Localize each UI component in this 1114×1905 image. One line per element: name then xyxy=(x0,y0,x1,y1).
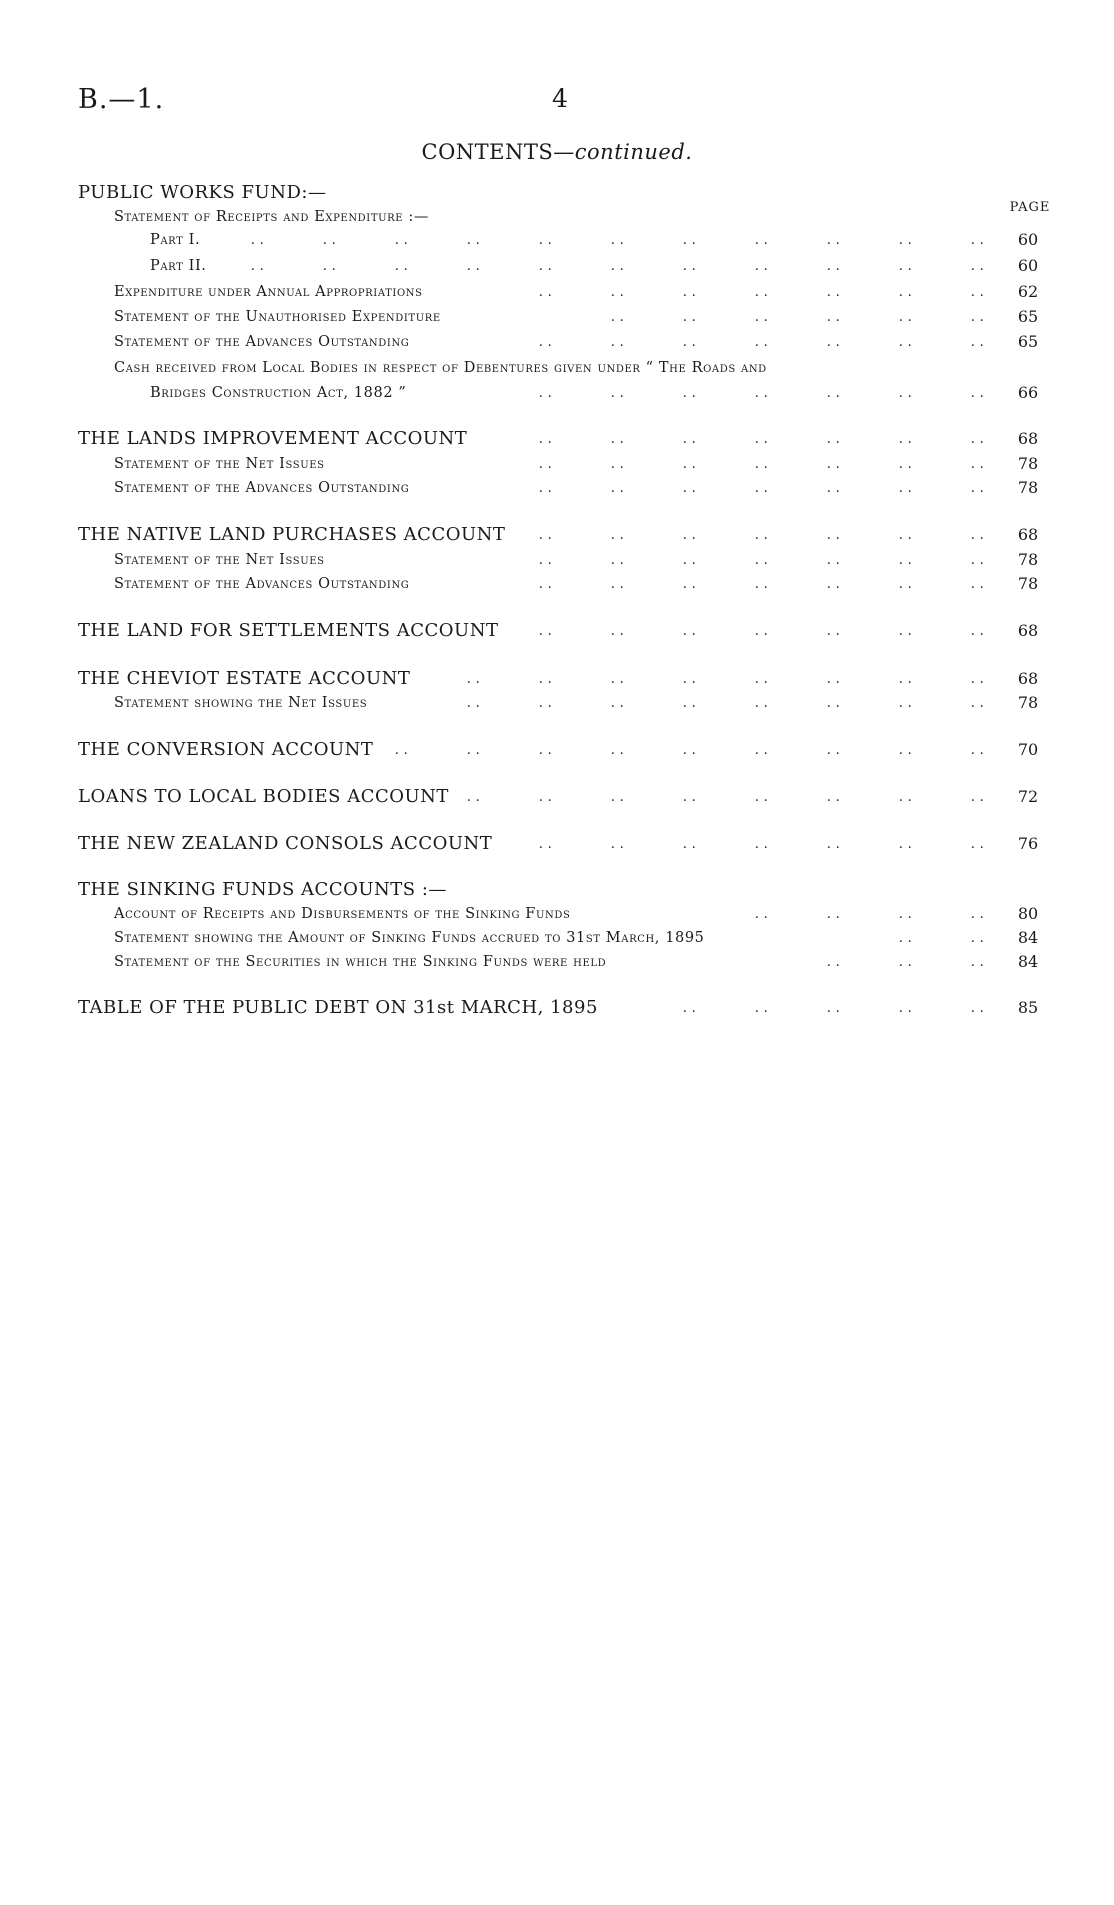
toc-entry xyxy=(0,524,1114,546)
dot-leaders: . . . . . . . . . . . . . . xyxy=(538,456,984,472)
toc-entry-label: Part II. xyxy=(150,258,207,274)
toc-entry xyxy=(0,428,1114,450)
toc-entry xyxy=(0,692,1114,714)
toc-entry-label: Statement showing the Net Issues xyxy=(114,695,368,711)
toc-entry-label: Statement of the Securities in which the Sinking Funds were held xyxy=(114,954,607,970)
toc-entry-page: 72 xyxy=(1017,787,1039,806)
toc-entry-label: Expenditure under Annual Appropriations xyxy=(114,284,423,300)
toc-entry xyxy=(0,903,1114,925)
toc-entry xyxy=(0,453,1114,475)
toc-entry-label: Statement of the Advances Outstanding xyxy=(114,480,410,496)
toc-entry xyxy=(0,306,1114,328)
dot-leaders: . . . . . . . . . . . . . . xyxy=(538,480,984,496)
dot-leaders: . . . . . . . . . . . . . . . . . . xyxy=(394,742,984,758)
toc-entry-label: Statement showing the Amount of Sinking Funds accrued to 31st March, 1895 xyxy=(114,930,705,946)
dot-leaders: . . . . . . . . xyxy=(754,906,984,922)
dot-leaders: . . . . . . . . . . . . . . . . xyxy=(466,789,984,805)
toc-entry xyxy=(0,549,1114,571)
toc-entry-label: Part I. xyxy=(150,232,201,248)
toc-entry xyxy=(0,182,1114,204)
dot-leaders: . . . . . . . . . . . . . . . . xyxy=(466,671,984,687)
contents-title: CONTENTS xyxy=(421,140,554,164)
toc-entry-label: THE LAND FOR SETTLEMENTS ACCOUNT xyxy=(78,620,499,641)
dot-leaders: . . . . xyxy=(898,930,984,946)
dot-leaders: . . . . . . . . . . . . . . xyxy=(538,623,984,639)
toc-entry-page: 78 xyxy=(1017,574,1039,593)
toc-entry-label: PUBLIC WORKS FUND:— xyxy=(78,182,327,203)
page-column-heading: PAGE xyxy=(1009,200,1051,215)
toc-entry-page: 84 xyxy=(1017,952,1039,971)
toc-entry xyxy=(0,786,1114,808)
dot-leaders: . . . . . . . . . . . . . . xyxy=(538,431,984,447)
toc-entry xyxy=(0,229,1114,251)
toc-entry xyxy=(0,927,1114,949)
toc-entry xyxy=(0,477,1114,499)
toc-entry-page: 78 xyxy=(1017,454,1039,473)
toc-entry xyxy=(0,833,1114,855)
toc-entry-label: Statement of Receipts and Expenditure :— xyxy=(114,209,429,225)
toc-entry-label: Cash received from Local Bodies in respect of Debentures given under “ The Roads and xyxy=(114,360,767,376)
toc-entry-label: THE CHEVIOT ESTATE ACCOUNT xyxy=(78,668,411,689)
toc-entry-page: 68 xyxy=(1017,669,1039,688)
toc-entry-page: 78 xyxy=(1017,550,1039,569)
toc-entry-label: THE CONVERSION ACCOUNT xyxy=(78,739,374,760)
toc-entry-label: Statement of the Advances Outstanding xyxy=(114,576,410,592)
dot-leaders: . . . . . . . . . . . . . . xyxy=(538,334,984,350)
toc-entry-page: 66 xyxy=(1017,383,1039,402)
toc-entry-label: LOANS TO LOCAL BODIES ACCOUNT xyxy=(78,786,449,807)
toc-entry xyxy=(0,331,1114,353)
toc-entry-page: 85 xyxy=(1017,998,1039,1017)
toc-entry-label: THE NATIVE LAND PURCHASES ACCOUNT xyxy=(78,524,506,545)
toc-entry-label: Statement of the Net Issues xyxy=(114,456,325,472)
dot-leaders: . . . . . . . . . . . . . . xyxy=(538,527,984,543)
toc-entry-page: 68 xyxy=(1017,621,1039,640)
toc-entry xyxy=(0,382,1114,404)
toc-entry xyxy=(0,997,1114,1019)
toc-entry xyxy=(0,951,1114,973)
toc-entry-page: 84 xyxy=(1017,928,1039,947)
toc-entry xyxy=(0,573,1114,595)
contents-continued: —continued. xyxy=(553,140,693,164)
toc-entry-page: 65 xyxy=(1017,307,1039,326)
toc-entry-page: 68 xyxy=(1017,429,1039,448)
toc-entry xyxy=(0,206,1114,228)
dot-leaders: . . . . . . xyxy=(826,954,984,970)
toc-entry xyxy=(0,620,1114,642)
toc-entry xyxy=(0,357,1114,379)
contents-heading xyxy=(0,140,1114,164)
toc-entry-page: 65 xyxy=(1017,332,1039,351)
toc-entry-label: Statement of the Advances Outstanding xyxy=(114,334,410,350)
toc-entry xyxy=(0,739,1114,761)
toc-entry-page: 78 xyxy=(1017,693,1039,712)
toc-entry xyxy=(0,255,1114,277)
toc-entry xyxy=(0,879,1114,901)
document-reference: B.—1. xyxy=(78,84,165,115)
toc-entry-page: 60 xyxy=(1017,230,1039,249)
dot-leaders: . . . . . . . . . . . . . . xyxy=(538,552,984,568)
toc-entry xyxy=(0,281,1114,303)
dot-leaders: . . . . . . . . . . . . . . . . . . . . . . xyxy=(250,232,984,248)
toc-entry-page: 68 xyxy=(1017,525,1039,544)
dot-leaders: . . . . . . . . . . . . . . xyxy=(538,385,984,401)
toc-entry-label: Statement of the Net Issues xyxy=(114,552,325,568)
dot-leaders: . . . . . . . . . . . . . . xyxy=(538,576,984,592)
toc-entry-label: THE SINKING FUNDS ACCOUNTS :— xyxy=(78,879,447,900)
toc-entry-label: THE LANDS IMPROVEMENT ACCOUNT xyxy=(78,428,468,449)
toc-entry-page: 80 xyxy=(1017,904,1039,923)
toc-entry-label: Bridges Construction Act, 1882 ” xyxy=(150,385,407,401)
toc-entry-page: 78 xyxy=(1017,478,1039,497)
toc-entry-page: 70 xyxy=(1017,740,1039,759)
toc-entry-page: 76 xyxy=(1017,834,1039,853)
toc-entry-label: Statement of the Unauthorised Expenditure xyxy=(114,309,441,325)
toc-entry-label: TABLE OF THE PUBLIC DEBT ON 31st MARCH, 1895 xyxy=(78,997,598,1018)
dot-leaders: . . . . . . . . . . . . xyxy=(610,309,984,325)
dot-leaders: . . . . . . . . . . xyxy=(682,1000,984,1016)
dot-leaders: . . . . . . . . . . . . . . . . . . . . . . xyxy=(250,258,984,274)
dot-leaders: . . . . . . . . . . . . . . xyxy=(538,284,984,300)
toc-entry-label: THE NEW ZEALAND CONSOLS ACCOUNT xyxy=(78,833,493,854)
dot-leaders: . . . . . . . . . . . . . . . . xyxy=(466,695,984,711)
toc-entry-label: Account of Receipts and Disbursements of the Sinking Funds xyxy=(114,906,571,922)
toc-entry-page: 62 xyxy=(1017,282,1039,301)
dot-leaders: . . . . . . . . . . . . . . xyxy=(538,836,984,852)
page-number: 4 xyxy=(552,84,568,113)
toc-entry xyxy=(0,668,1114,690)
toc-entry-page: 60 xyxy=(1017,256,1039,275)
